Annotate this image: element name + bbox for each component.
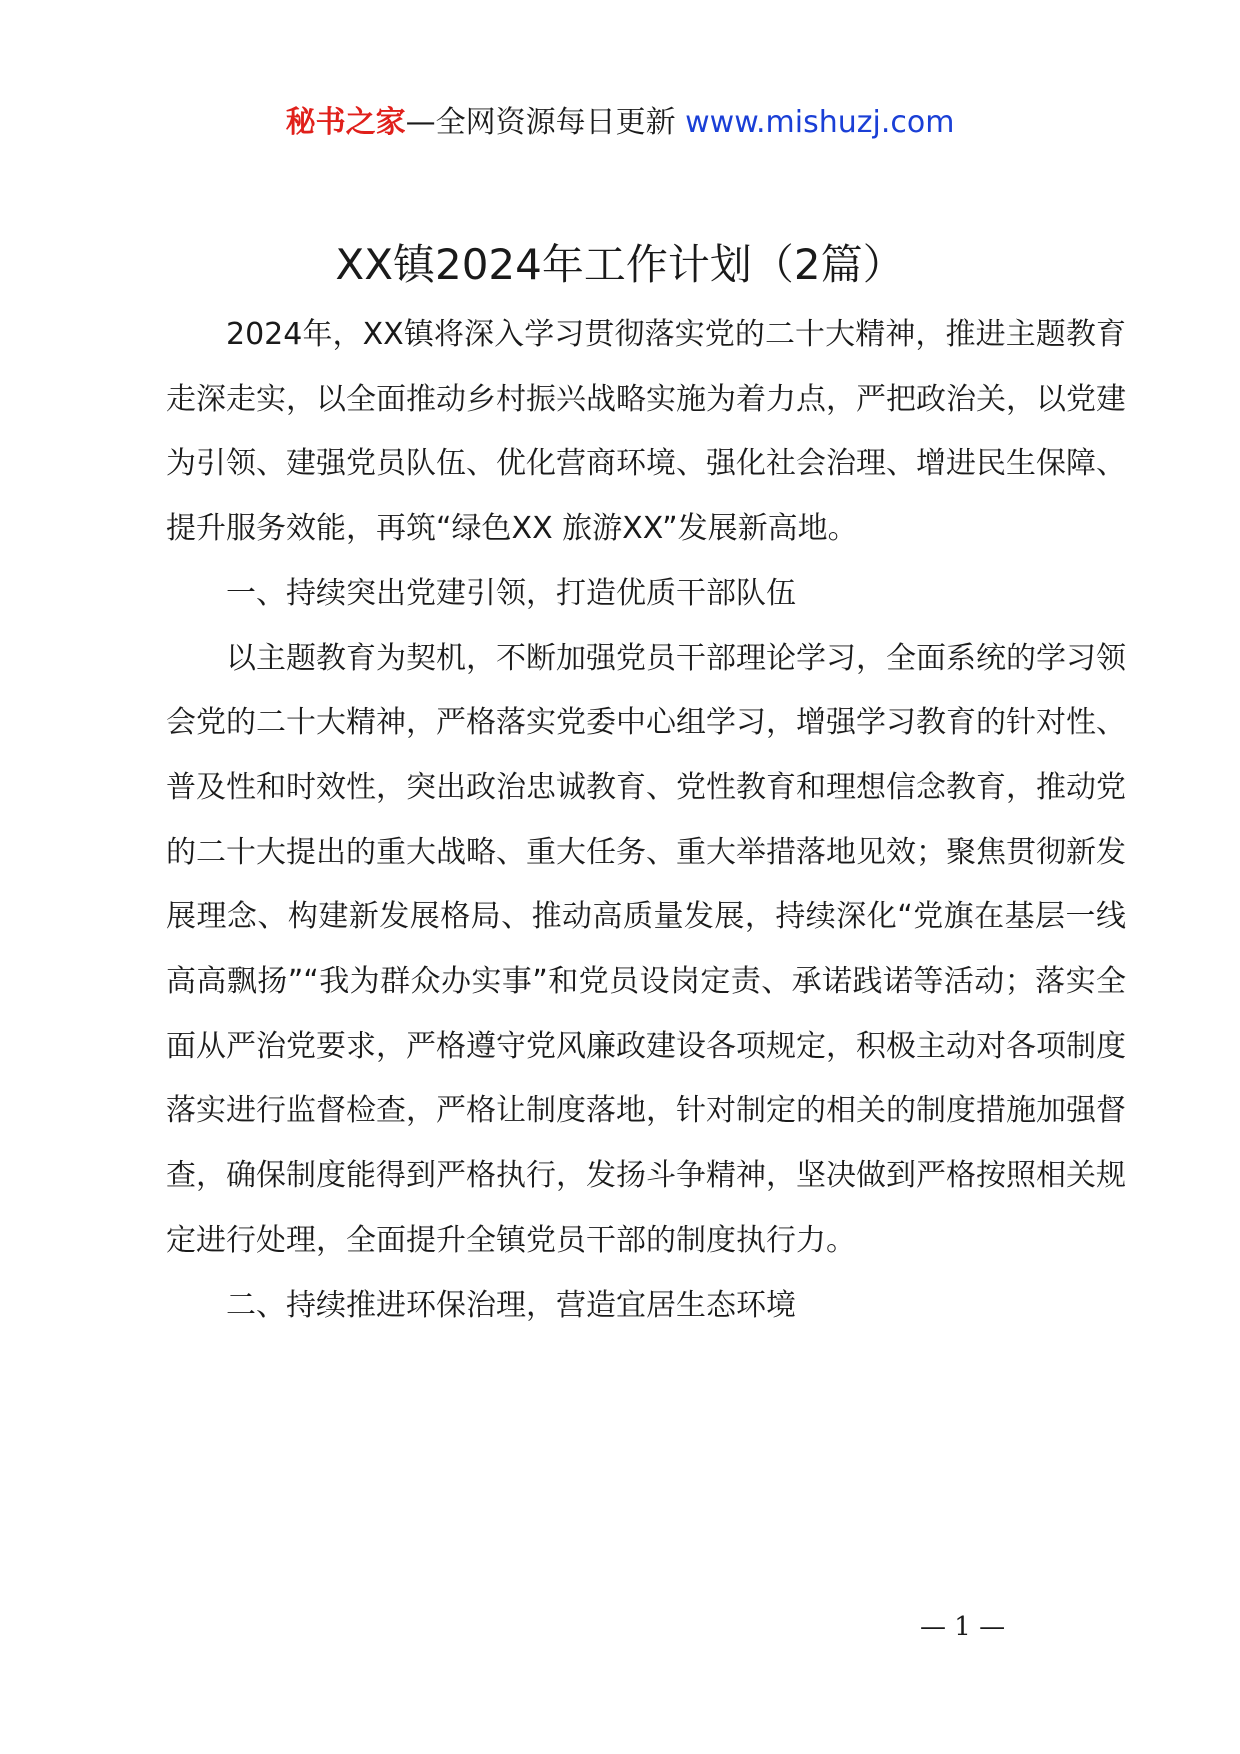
document-title: XX镇2024年工作计划（2篇） [335,240,905,289]
page-number: — 1 — [920,1612,1006,1642]
section-heading-1: 一、持续突出党建引领，打造优质干部队伍 [226,575,796,611]
section-paragraph-1: 以主题教育为契机，不断加强党员干部理论学习，全面系统的学习领会党的二十大精神，严格落实党委中心组学习，增强学习教育的针对性、普及性和时效性，突出政治忠诚教育、党性教育和理想信念教育，推动党的二十大提出的重大战略、重大任务、重大举措落地见效；聚焦贯彻新发展理念、构建新发展格局、推动高质量发展，持续深化“党旗在基层一线高高飘扬”“我为群众办实事”和党员设岗定责、承诺践诺等活动；落实全面从严治党要求，严格遵守党风廉政建设各项规定，积极主动对各项制度落实进行监督检查，严格让制度落地，针对制定的相关的制度措施加强督查，确保制度能得到严格执行，发扬斗争精神，坚决做到严格按照相关规定进行处理，全面提升全镇党员干部的制度执行力。 [166,640,1127,1258]
site-header-banner [0,103,1240,143]
header-tagline: —全网资源每日更新 [405,105,676,140]
section-heading-2: 二、持续推进环保治理，营造宜居生态环境 [226,1287,796,1323]
intro-paragraph: 2024年，XX镇将深入学习贯彻落实党的二十大精神，推进主题教育走深走实，以全面推动乡村振兴战略实施为着力点，严把政治关，以党建为引领、建强党员队伍、优化营商环境、强化社会治理、增进民生保障、提升服务效能，再筑“绿色XX 旅游XX”发展新高地。 [166,317,1126,547]
site-url-link[interactable]: www.mishuzj.com [685,105,955,140]
document-body [166,303,1126,1338]
brand-name: 秘书之家 [285,105,406,140]
